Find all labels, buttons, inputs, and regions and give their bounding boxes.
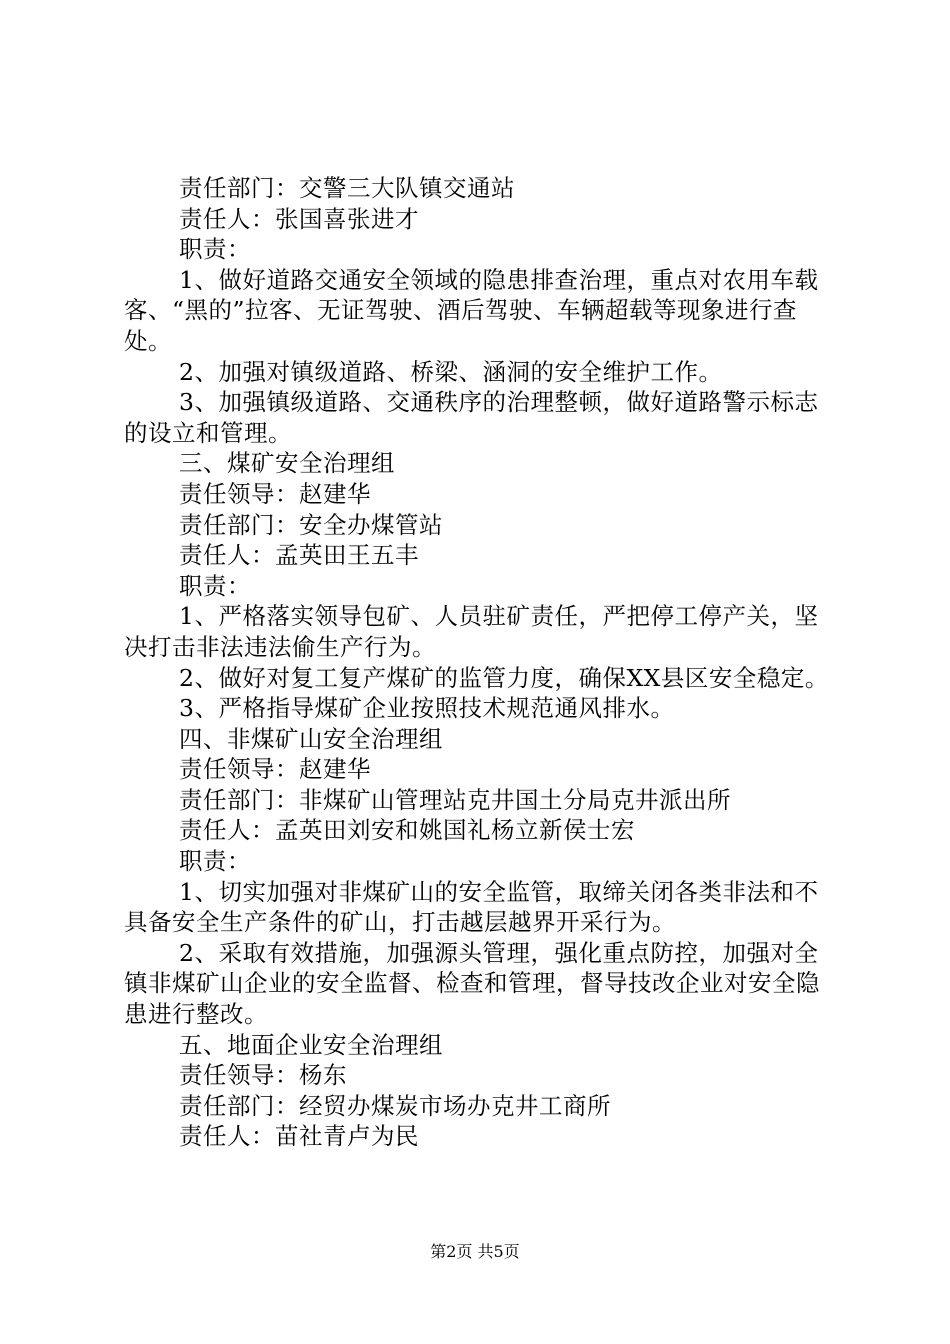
paragraph-duties-label-coal: 职责：: [179, 571, 251, 600]
paragraph-responsible-person-coal: 责任人：孟英田王五丰: [179, 541, 419, 570]
paragraph-non-coal-duty-2: 2、采取有效措施，加强源头管理，强化重点防控，加强对全镇非煤矿山企业的安全监督、检查和管理，督导技改企业对安全隐患进行整改。: [124, 938, 820, 1029]
section-heading-non-coal-mine: 四、非煤矿山安全治理组: [179, 724, 443, 753]
paragraph-duties-label-traffic: 职责：: [179, 235, 251, 264]
section-heading-coal-mine: 三、煤矿安全治理组: [179, 449, 395, 478]
paragraph-responsible-dept-traffic: 责任部门：交警三大队镇交通站: [179, 174, 515, 202]
paragraph-duties-label-non-coal: 职责：: [179, 847, 251, 876]
paragraph-responsible-dept-non-coal: 责任部门：非煤矿山管理站克井国土分局克井派出所: [179, 785, 731, 814]
paragraph-responsible-leader-coal: 责任领导：赵建华: [179, 479, 371, 508]
paragraph-responsible-leader-non-coal: 责任领导：赵建华: [179, 755, 371, 784]
paragraph-traffic-duty-2: 2、加强对镇级道路、桥梁、涵洞的安全维护工作。: [179, 357, 723, 386]
paragraph-traffic-duty-1: 1、做好道路交通安全领域的隐患排查治理，重点对农用车载客、“黑的”拉客、无证驾驶、酒后驾驶、车辆超载等现象进行查处。: [124, 265, 819, 355]
paragraph-responsible-person-traffic: 责任人：张国喜张进才: [179, 204, 419, 233]
paragraph-responsible-dept-ground: 责任部门：经贸办煤炭市场办克井工商所: [179, 1091, 611, 1120]
section-heading-ground-enterprise: 五、地面企业安全治理组: [179, 1030, 443, 1059]
paragraph-coal-duty-3: 3、严格指导煤矿企业按照技术规范通风排水。: [179, 694, 675, 723]
paragraph-coal-duty-2: 2、做好对复工复产煤矿的监管力度，确保XX县区安全稳定。: [179, 663, 829, 692]
document-body: [124, 173, 834, 1152]
page-number-footer: 第2页 共5页: [430, 1242, 520, 1261]
paragraph-responsible-person-non-coal: 责任人：孟英田刘安和姚国礼杨立新侯士宏: [179, 816, 635, 845]
paragraph-responsible-leader-ground: 责任领导：杨东: [179, 1061, 347, 1090]
paragraph-responsible-person-ground: 责任人：苗社青卢为民: [179, 1122, 419, 1151]
paragraph-traffic-duty-3: 3、加强镇级道路、交通秩序的治理整顿，做好道路警示标志的设立和管理。: [124, 388, 819, 447]
paragraph-responsible-dept-coal: 责任部门：安全办煤管站: [179, 510, 443, 539]
paragraph-coal-duty-1: 1、严格落实领导包矿、人员驻矿责任，严把停工停产关，坚决打击非法违法偷生产行为。: [124, 602, 819, 661]
paragraph-non-coal-duty-1: 1、切实加强对非煤矿山的安全监管，取缔关闭各类非法和不具备安全生产条件的矿山，打击越层越界开采行为。: [124, 877, 819, 937]
